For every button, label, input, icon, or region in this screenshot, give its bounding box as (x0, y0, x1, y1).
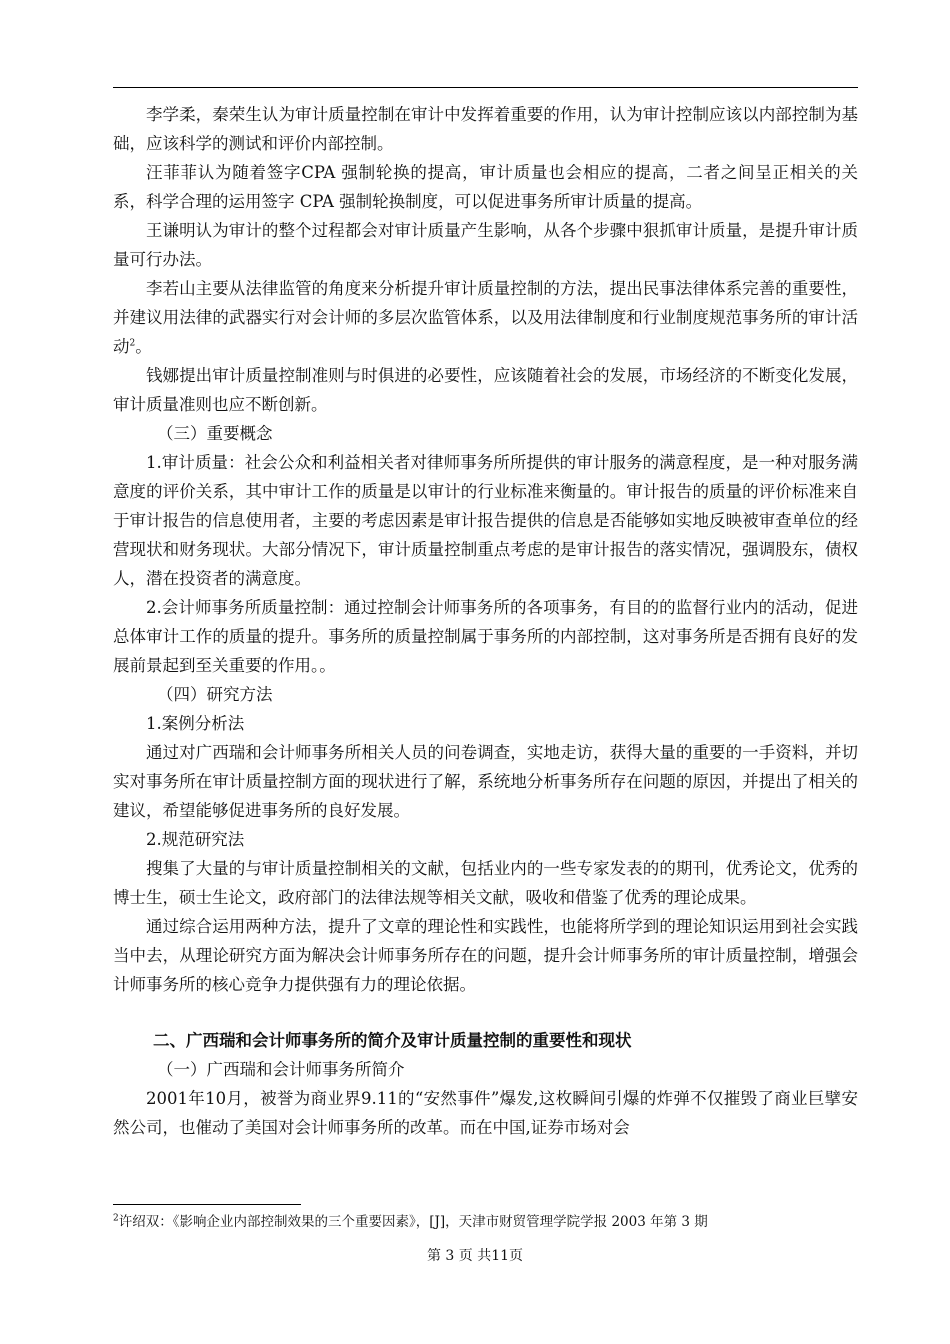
paragraph: 2.会计师事务所质量控制：通过控制会计师事务所的各项事务，有目的的监督行业内的活动，促进总体审计工作的质量的提升。事务所的质量控制属于事务所的内部控制，这对事务所是否拥有良好的发展前景起到至关重要的作用。。 (113, 598, 858, 675)
paragraph: 钱娜提出审计质量控制准则与时俱进的必要性，应该随着社会的发展，市场经济的不断变化发展，审计质量准则也应不断创新。 (113, 366, 858, 414)
header-rule (113, 87, 858, 88)
footnote-reference: 2 (129, 338, 136, 349)
paragraph: 王谦明认为审计的整个过程都会对审计质量产生影响，从各个步骤中狠抓审计质量，是提升审计质量可行办法。 (113, 221, 858, 269)
paragraph: 2001年10月，被誉为商业界9.11的“安然事件”爆发,这枚瞬间引爆的炸弹不仅摧毁了商业巨擘安然公司，也催动了美国对会计师事务所的改革。而在中国,证券市场对会 (113, 1089, 858, 1137)
paragraph: 李学柔，秦荣生认为审计质量控制在审计中发挥着重要的作用，认为审计控制应该以内部控制为基础，应该科学的测试和评价内部控制。 (113, 105, 858, 153)
paragraph: 搜集了大量的与审计质量控制相关的文献，包括业内的一些专家发表的的期刊，优秀论文，优秀的博士生，硕士生论文，政府部门的法律法规等相关文献，吸收和借鉴了优秀的理论成果。 (113, 859, 858, 907)
paragraph-text: 李若山主要从法律监管的角度来分析提升审计质量控制的方法，提出民事法律体系完善的重要性，并建议用法律的武器实行对会计师的多层次监管体系，以及用法律制度和行业制度规范事务所的审计活动 (113, 279, 858, 356)
footnote-rule (113, 1204, 301, 1205)
paragraph: 1.审计质量：社会公众和利益相关者对律师事务所所提供的审计服务的满意程度，是一种对服务满意度的评价关系，其中审计工作的质量是以审计的行业标准来衡量的。审计报告的质量的评价标准来自于审计报告的信息使用者，主要的考虑因素是审计报告提供的信息是否能够如实地反映被审查单位的经营现状和财务现状。大部分情况下，审计质量控制重点考虑的是审计报告的落实情况，强调股东，债权人，潜在投资者的满意度。 (113, 453, 858, 588)
section-heading: 二、广西瑞和会计师事务所的简介及审计质量控制的重要性和现状 (153, 1031, 632, 1050)
paragraph (113, 274, 858, 361)
page-number: 第 3 页 共11页 (426, 1248, 524, 1264)
body-text (113, 100, 858, 1142)
subheading-concepts: （三）重要概念 (157, 424, 273, 443)
paragraph: 通过对广西瑞和会计师事务所相关人员的问卷调查，实地走访，获得大量的重要的一手资料，并切实对事务所在审计质量控制方面的现状进行了解，系统地分析事务所存在问题的原因，并提出了相关的建议，希望能够促进事务所的良好发展。 (113, 743, 858, 820)
footnote-marker: 2 (113, 1213, 119, 1224)
paragraph: 通过综合运用两种方法，提升了文章的理论性和实践性，也能将所学到的理论知识运用到社会实践当中去，从理论研究方面为解决会计师事务所存在的问题，提升会计师事务所的审计质量控制，增强会计师事务所的核心竞争力提供强有力的理论依据。 (113, 917, 858, 994)
footnote-text: 许绍双：《影响企业内部控制效果的三个重要因素》，[J]，天津市财贸管理学院学报 2003 年第 3 期 (118, 1214, 708, 1230)
paragraph: 汪菲菲认为随着签字CPA 强制轮换的提高，审计质量也会相应的提高，二者之间呈正相关的关系，科学合理的运用签字 CPA 强制轮换制度，可以促进事务所审计质量的提高。 (113, 163, 858, 211)
subheading-normative-research: 2.规范研究法 (146, 830, 245, 849)
paragraph-end: 。 (135, 337, 152, 356)
subheading-case-analysis: 1.案例分析法 (146, 714, 245, 733)
subheading-methods: （四）研究方法 (157, 685, 273, 704)
subheading-intro: （一）广西瑞和会计师事务所简介 (157, 1060, 405, 1079)
footnote (113, 1212, 858, 1232)
